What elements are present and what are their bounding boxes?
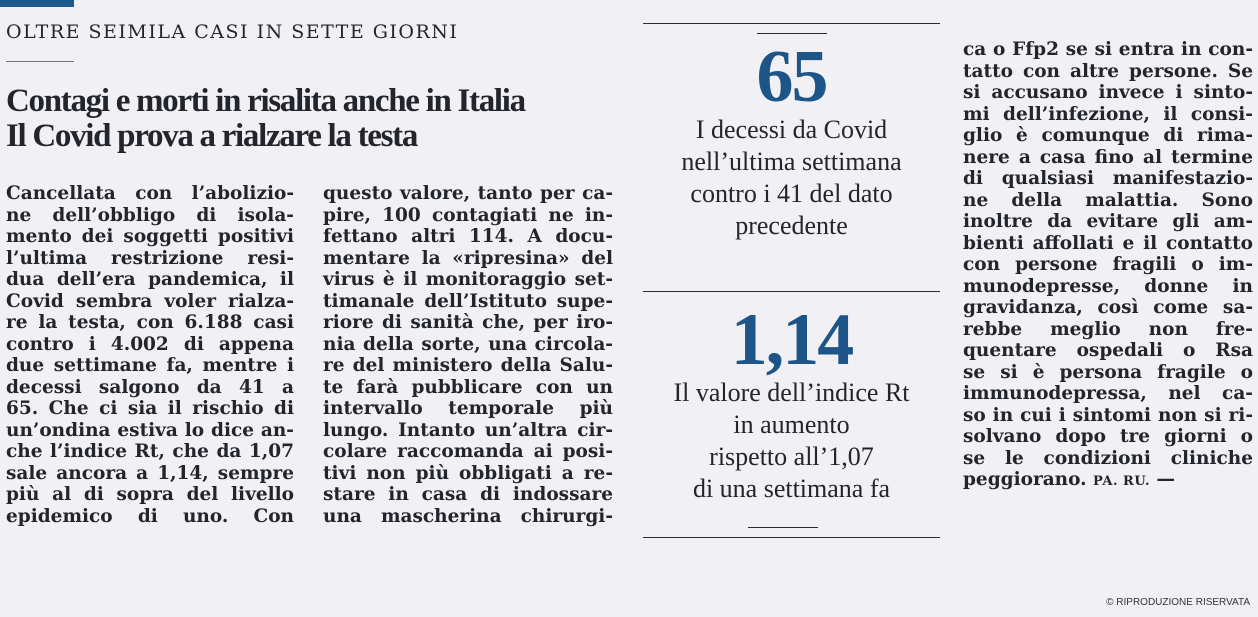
text-line: riore di sanità che, per iro-: [323, 312, 613, 333]
text-line: intervallo temporale più: [323, 398, 613, 419]
text-line: una mascherina chirurgi-: [323, 505, 613, 527]
stat-box-bottom-rule: [643, 537, 940, 538]
text-line: due settimane fa, mentre i: [6, 355, 294, 376]
article-column-1: [6, 183, 294, 527]
text-line: se le condizioni cliniche: [963, 447, 1253, 469]
text-line: ne della malattia. Sono: [963, 189, 1253, 211]
text-line: si accusano invece i sinto-: [963, 82, 1253, 103]
text-line: che l’indice Rt, che da 1,07: [6, 441, 294, 462]
text-line: stare in casa di indossare: [323, 484, 613, 505]
text-line: un’ondina estiva lo dice an-: [6, 419, 294, 441]
text-line: lungo. Intanto un’altra cir-: [323, 419, 613, 441]
stat-end-short-rule: [748, 527, 818, 528]
text-line: ne dell’obbligo di isola-: [6, 204, 294, 226]
caption-line: precedente: [735, 211, 848, 240]
text-line: bienti affollati e il contatto: [963, 232, 1253, 254]
text-line: gravidanza, così come sa-: [963, 297, 1253, 318]
end-mark: —: [1156, 469, 1175, 490]
text-line: pire, 100 contagiati ne in-: [323, 204, 613, 226]
headline-line-1: Contagi e morti in risalita anche in Italia: [6, 83, 525, 119]
section-accent-bar: [0, 0, 74, 7]
caption-line: Il valore dell’indice Rt: [673, 378, 910, 407]
kicker-divider: [6, 61, 74, 62]
text-line: mento dei soggetti positivi: [6, 226, 294, 247]
caption-line: nell’ultima settimana: [681, 147, 902, 176]
text-line: tivi non più obbligati a re-: [323, 462, 613, 484]
text-line: più al di sopra del livello: [6, 484, 294, 505]
copyright-notice: © RIPRODUZIONE RISERVATA: [1106, 597, 1250, 608]
stat-divider-rule: [643, 291, 940, 292]
caption-line: rispetto all’1,07: [709, 442, 874, 471]
caption-line: I decessi da Covid: [695, 115, 888, 144]
stat-deaths-caption: [643, 114, 940, 242]
text-line: decessi salgono da 41 a: [6, 376, 294, 398]
stat-deaths: [643, 36, 940, 242]
text-line: tatto con altre persone. Se: [963, 60, 1253, 82]
text-line: di qualsiasi manifestazio-: [963, 168, 1253, 189]
text-line: rebbe meglio non fre-: [963, 318, 1253, 340]
text-line: 65. Che ci sia il rischio di: [6, 398, 294, 419]
stat-deaths-number: 65: [756, 36, 827, 118]
text-line: ca o Ffp2 se si entra in con-: [963, 39, 1253, 60]
text-line: con persone fragili o im-: [963, 254, 1253, 275]
article-column-2: [323, 183, 613, 527]
stat-number-rule: [757, 33, 827, 34]
text-line: questo valore, tanto per ca-: [323, 183, 613, 204]
text-line: mi dell’infezione, il consi-: [963, 103, 1253, 125]
text-line: se si è persona fragile o: [963, 361, 1253, 383]
article-kicker: OLTRE SEIMILA CASI IN SETTE GIORNI: [6, 21, 459, 43]
text-line: virus è il monitoraggio set-: [323, 269, 613, 290]
final-word: peggiorano.: [963, 469, 1087, 490]
text-line: mentare la «ripresina» del: [323, 247, 613, 269]
text-line: quentare ospedali o Rsa: [963, 340, 1253, 361]
text-line: immunodepressa, nel ca-: [963, 383, 1253, 404]
text-line: solvano dopo tre giorni o: [963, 426, 1253, 447]
caption-line: contro i 41 del dato: [690, 179, 893, 208]
text-line: nere a casa fino al termine: [963, 146, 1253, 168]
caption-line: in aumento: [733, 410, 850, 439]
text-line: munodepresse, donne in: [963, 275, 1253, 297]
text-line: fettano altri 114. A docu-: [323, 226, 613, 247]
text-line: l’ultima restrizione resi-: [6, 247, 294, 269]
stat-box-top-rule: [643, 23, 940, 24]
stat-rt-number: 1,14: [730, 299, 853, 381]
text-line: epidemico di uno. Con: [6, 505, 294, 527]
text-line: timanale dell’Istituto supe-: [323, 290, 613, 312]
text-line: te farà pubblicare con un: [323, 376, 613, 398]
text-line: colare raccomanda ai posi-: [323, 441, 613, 462]
author-byline: PA. RU.: [1093, 474, 1150, 489]
article-column-3: [963, 39, 1253, 493]
stat-rt-index: [643, 299, 940, 505]
text-line: so in cui i sintomi non si ri-: [963, 404, 1253, 426]
text-line: dua dell’era pandemica, il: [6, 269, 294, 290]
text-line: nia della sorte, una circola-: [323, 333, 613, 355]
text-line: re del ministero della Salu-: [323, 355, 613, 376]
stat-rt-caption: [643, 377, 940, 505]
text-line: Covid sembra voler rialza-: [6, 290, 294, 312]
text-line: sale ancora a 1,14, sempre: [6, 462, 294, 484]
headline-line-2: Il Covid prova a rialzare la testa: [6, 118, 418, 154]
text-line: glio è comunque di rima-: [963, 125, 1253, 146]
text-line: contro i 4.002 di appena: [6, 333, 294, 355]
caption-line: di una settimana fa: [692, 474, 891, 503]
text-line: re la testa, con 6.188 casi: [6, 312, 294, 333]
text-line-final: [963, 469, 1253, 493]
article-headline: [6, 84, 626, 154]
text-line: inoltre da evitare gli am-: [963, 211, 1253, 232]
text-line: Cancellata con l’abolizio-: [6, 183, 294, 204]
